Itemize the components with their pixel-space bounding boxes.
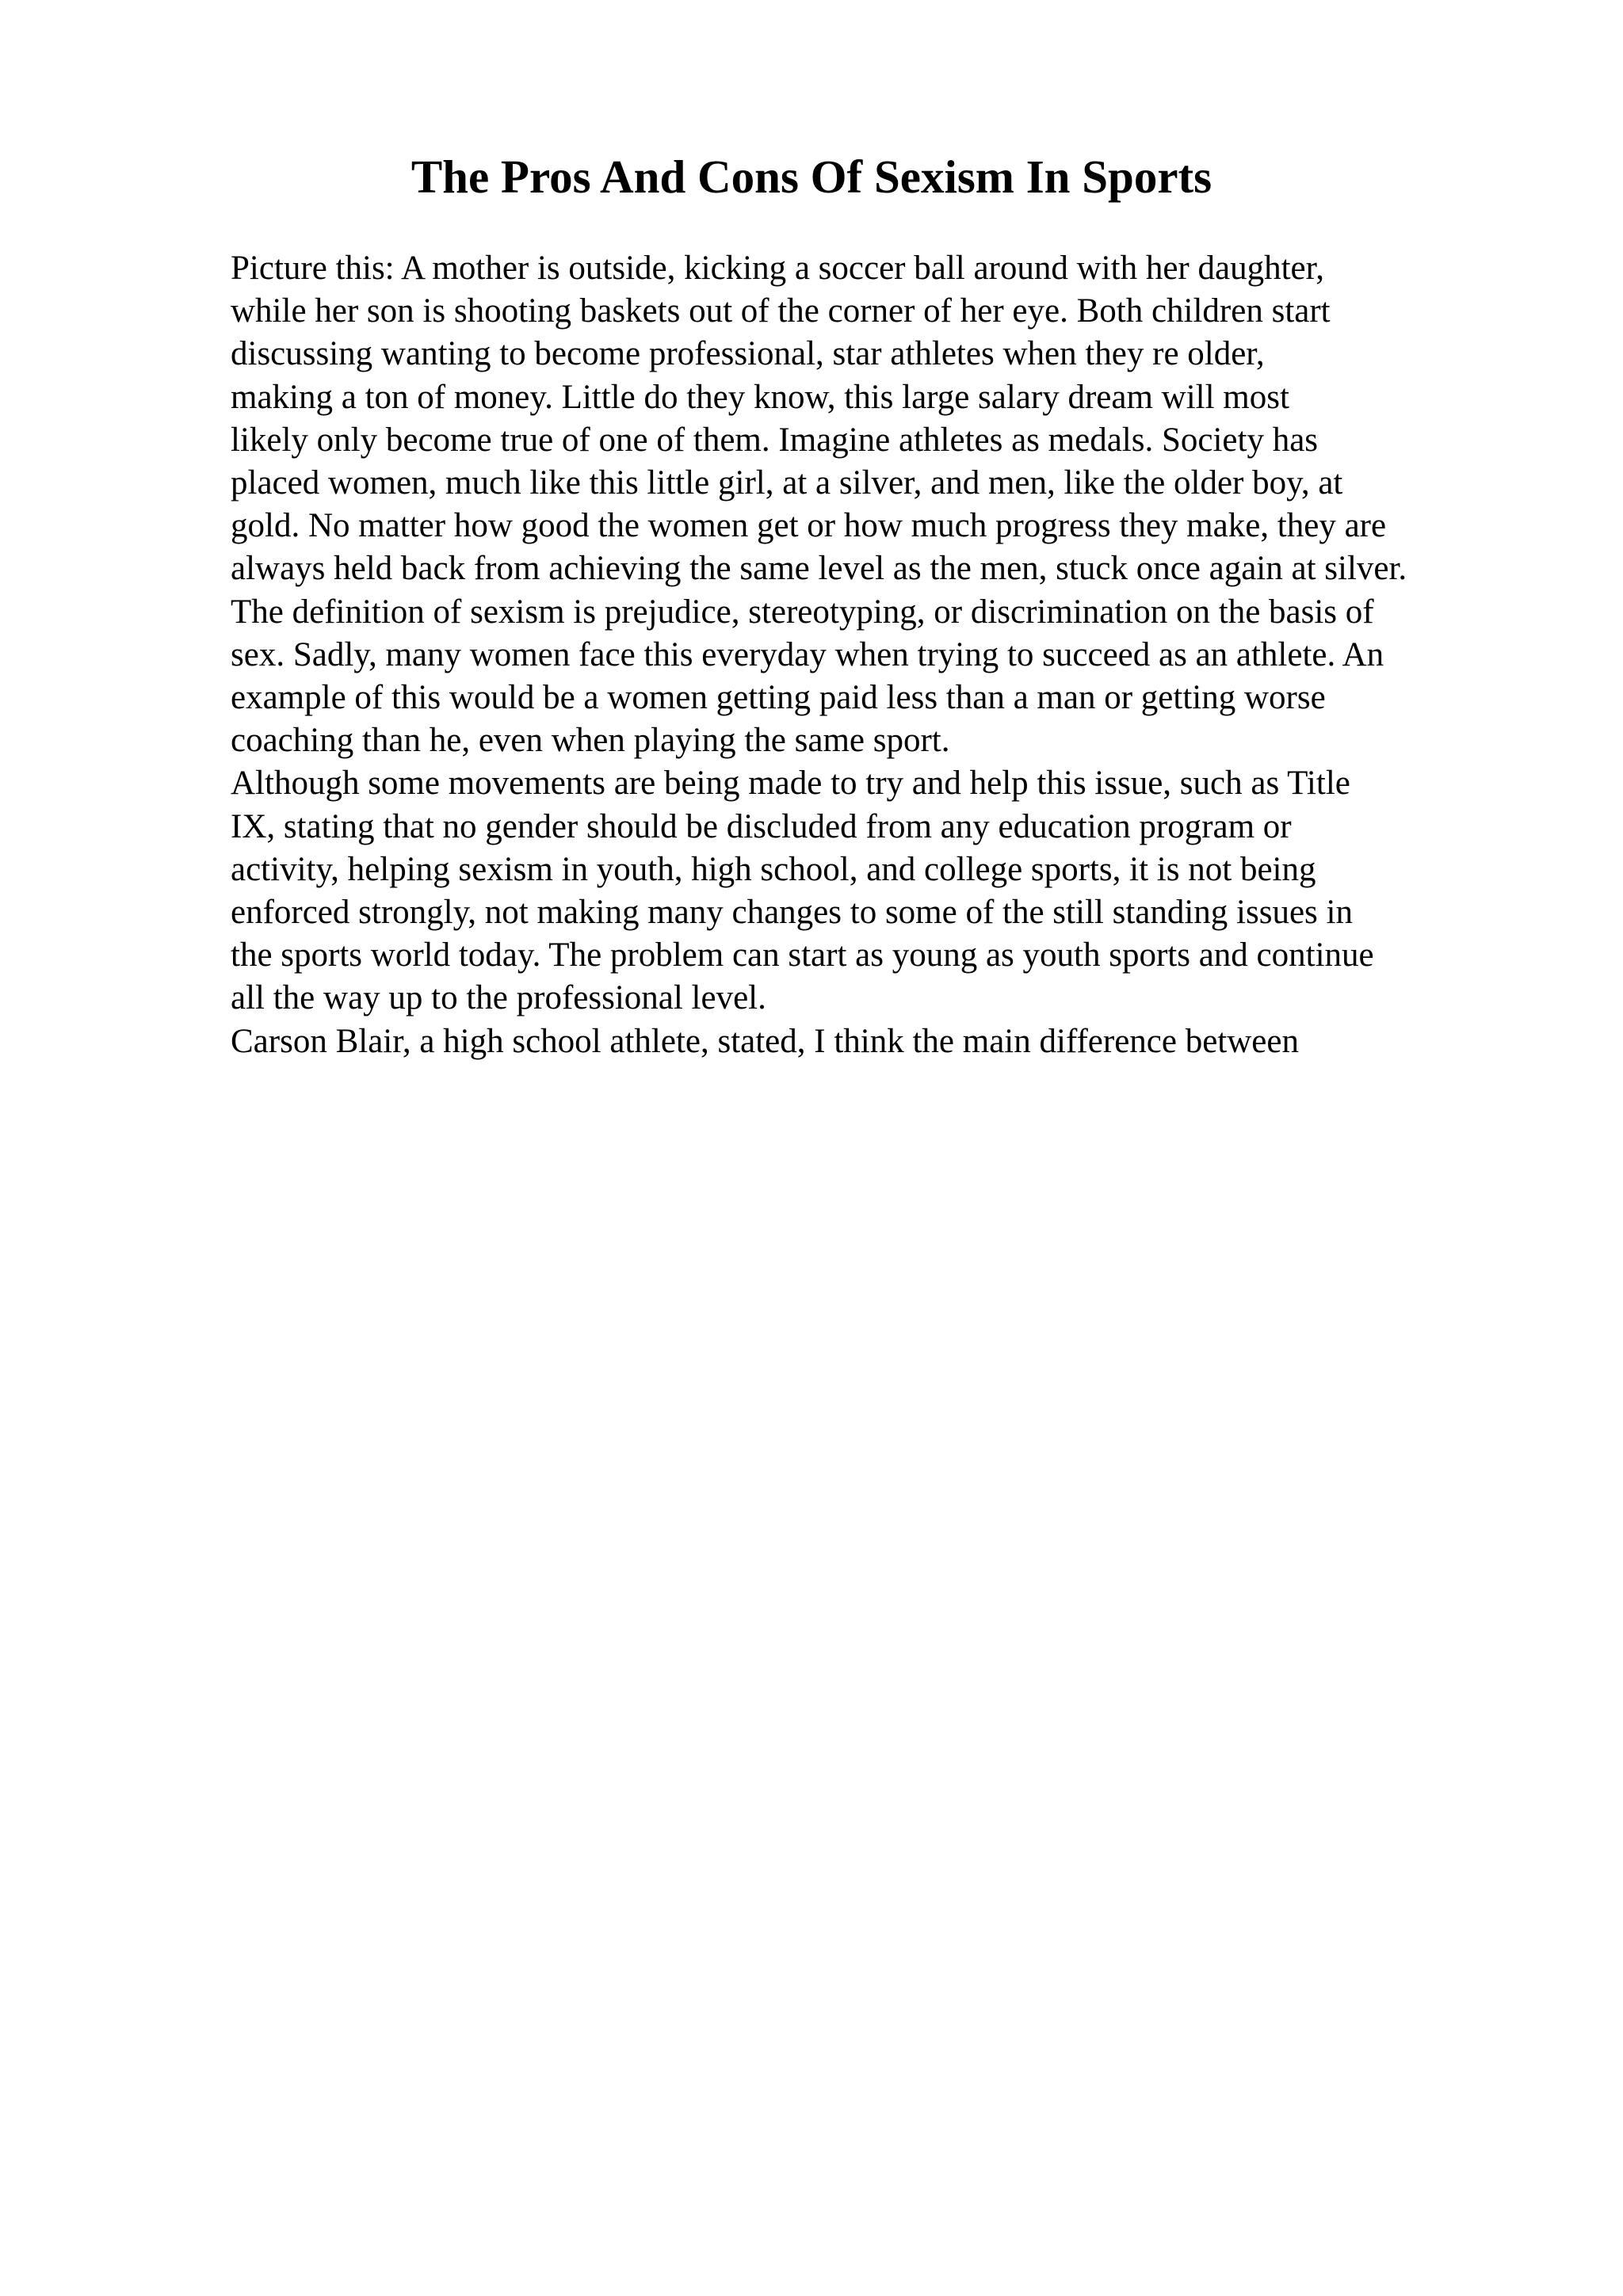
document-body [231,247,1514,1063]
text-line: example of this would be a women getting paid less than a man or getting worse [231,679,1326,717]
text-line: Although some movements are being made to try and help this issue, such as Title [231,765,1350,803]
text-line: coaching than he, even when playing the same sport. [231,722,950,760]
text-line: while her son is shooting baskets out of the corner of her eye. Both children start [231,292,1331,330]
text-line: always held back from achieving the same level as the men, stuck once again at silver. [231,550,1407,588]
text-line: gold. No matter how good the women get or how much progress they make, they are [231,507,1387,545]
text-line: making a ton of money. Little do they know, this large salary dream will most [231,378,1289,416]
text-line: activity, helping sexism in youth, high school, and college sports, it is not being [231,850,1316,888]
text-line: IX, stating that no gender should be discluded from any education program or [231,807,1292,845]
text-line: Carson Blair, a high school athlete, stated, I think the main difference between [231,1022,1299,1060]
text-line: discussing wanting to become professional, star athletes when they re older, [231,335,1265,373]
text-line: sex. Sadly, many women face this everyday when trying to succeed as an athlete. An [231,635,1384,673]
text-line: The definition of sexism is prejudice, stereotyping, or discrimination on the basis of [231,593,1374,631]
text-line: Picture this: A mother is outside, kicking a soccer ball around with her daughter, [231,250,1324,287]
text-line: enforced strongly, not making many changes to some of the still standing issues in [231,894,1353,932]
document-title: The Pros And Cons Of Sexism In Sports [411,151,1212,203]
text-line: placed women, much like this little girl, at a silver, and men, like the older boy, at [231,464,1343,502]
text-line: all the way up to the professional level. [231,979,766,1017]
text-line: the sports world today. The problem can start as young as youth sports and continue [231,936,1374,974]
text-line: likely only become true of one of them. Imagine athletes as medals. Society has [231,421,1319,459]
